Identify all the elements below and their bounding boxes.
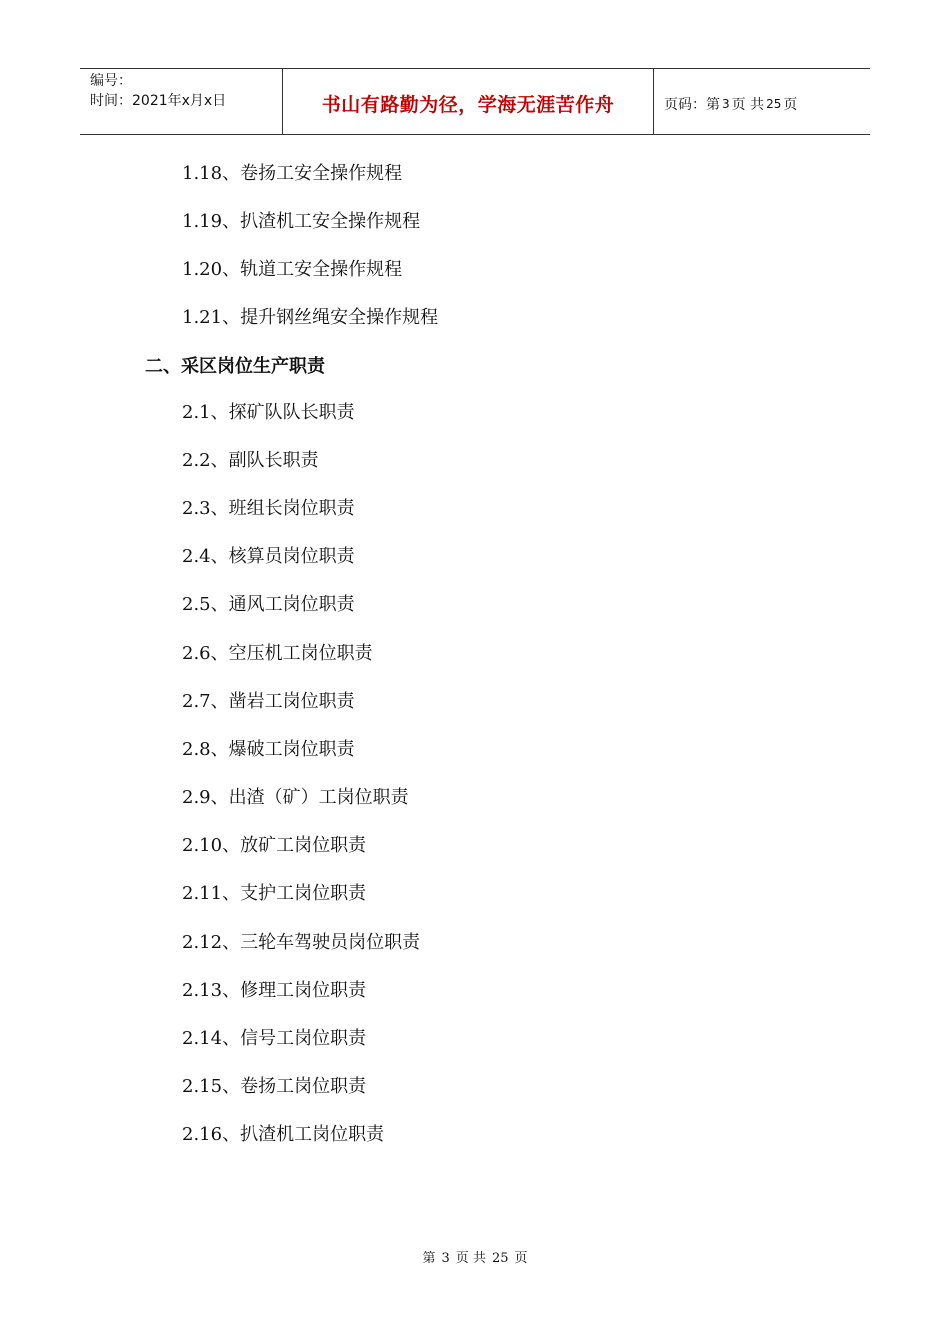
list-item: 2.13、修理工岗位职责	[182, 980, 367, 1001]
list-item: 2.7、凿岩工岗位职责	[182, 691, 355, 712]
document-date-label: 时间：2021年x月x日	[90, 93, 227, 109]
list-item: 2.6、空压机工岗位职责	[182, 643, 373, 664]
list-item: 2.14、信号工岗位职责	[182, 1028, 367, 1049]
page-header	[80, 68, 870, 135]
page-current: 3	[722, 96, 730, 111]
page-total: 25	[766, 96, 782, 111]
list-item: 2.8、爆破工岗位职责	[182, 739, 355, 760]
list-item: 1.18、卷扬工安全操作规程	[182, 163, 403, 184]
list-item: 2.4、核算员岗位职责	[182, 546, 355, 567]
page-suffix: 页	[783, 96, 798, 113]
document-number-label: 编号：	[90, 73, 132, 89]
page-mid: 页 共	[731, 96, 765, 113]
list-item: 1.19、扒渣机工安全操作规程	[182, 211, 421, 232]
page-footer	[0, 1247, 950, 1266]
footer-prefix: 第	[422, 1251, 436, 1266]
section-heading: 二、采区岗位生产职责	[145, 356, 325, 377]
page-prefix: 页码：第	[664, 96, 720, 113]
list-item: 2.12、三轮车驾驶员岗位职责	[182, 932, 421, 953]
list-item: 1.21、提升钢丝绳安全操作规程	[182, 307, 439, 328]
list-item: 2.11、支护工岗位职责	[182, 883, 367, 904]
list-item: 2.15、卷扬工岗位职责	[182, 1076, 367, 1097]
list-item: 2.2、副队长职责	[182, 450, 319, 471]
footer-current: 3	[441, 1251, 450, 1266]
footer-suffix: 页	[514, 1251, 528, 1266]
list-item: 2.3、班组长岗位职责	[182, 498, 355, 519]
header-motto-cell	[282, 69, 654, 134]
list-item: 1.20、轨道工安全操作规程	[182, 259, 403, 280]
header-page-info	[654, 69, 870, 134]
footer-total: 25	[491, 1251, 509, 1266]
footer-mid: 页 共	[455, 1251, 486, 1266]
list-item: 2.16、扒渣机工岗位职责	[182, 1124, 385, 1145]
list-item: 2.10、放矿工岗位职责	[182, 835, 367, 856]
list-item: 2.5、通风工岗位职责	[182, 594, 355, 615]
header-motto: 书山有路勤为径，学海无涯苦作舟	[321, 94, 615, 116]
list-item: 2.9、出渣（矿）工岗位职责	[182, 787, 409, 808]
header-meta	[80, 69, 282, 134]
list-item: 2.1、探矿队队长职责	[182, 402, 355, 423]
